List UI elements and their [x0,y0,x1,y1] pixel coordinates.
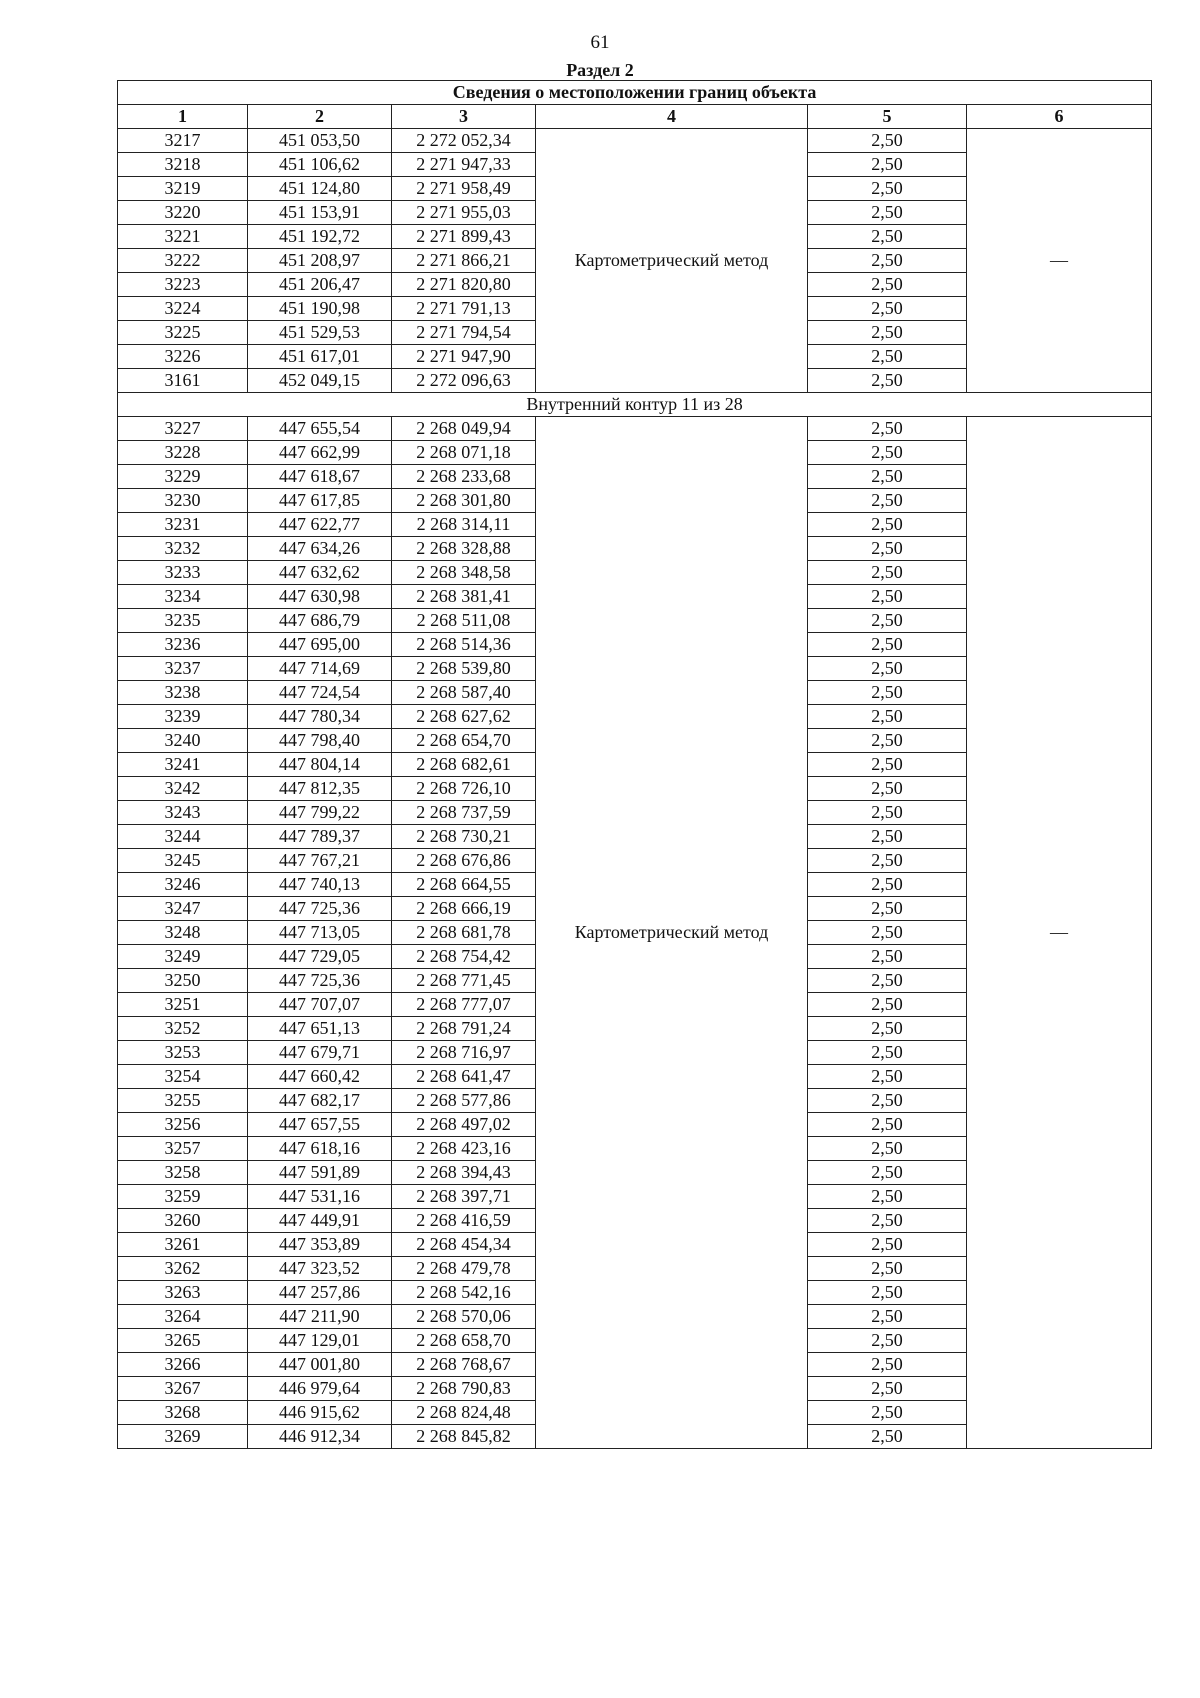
x-coordinate-cell: 451 153,91 [248,201,392,225]
precision-cell: 2,50 [808,273,967,297]
precision-cell: 2,50 [808,873,967,897]
precision-cell: 2,50 [808,1161,967,1185]
x-coordinate-cell: 447 707,07 [248,993,392,1017]
point-number-cell: 3245 [118,849,248,873]
precision-cell: 2,50 [808,681,967,705]
x-coordinate-cell: 447 657,55 [248,1113,392,1137]
y-coordinate-cell: 2 268 301,80 [392,489,536,513]
x-coordinate-cell: 447 798,40 [248,729,392,753]
precision-cell: 2,50 [808,321,967,345]
x-coordinate-cell: 451 529,53 [248,321,392,345]
x-coordinate-cell: 447 617,85 [248,489,392,513]
y-coordinate-cell: 2 268 641,47 [392,1065,536,1089]
precision-cell: 2,50 [808,345,967,369]
point-number-cell: 3236 [118,633,248,657]
point-number-cell: 3266 [118,1353,248,1377]
x-coordinate-cell: 447 812,35 [248,777,392,801]
point-number-cell: 3269 [118,1425,248,1449]
precision-cell: 2,50 [808,825,967,849]
column-number-header: 2 [248,105,392,129]
point-number-cell: 3247 [118,897,248,921]
y-coordinate-cell: 2 268 726,10 [392,777,536,801]
column-number-header: 3 [392,105,536,129]
y-coordinate-cell: 2 271 947,33 [392,153,536,177]
precision-cell: 2,50 [808,1257,967,1281]
y-coordinate-cell: 2 271 866,21 [392,249,536,273]
x-coordinate-cell: 447 001,80 [248,1353,392,1377]
point-number-cell: 3250 [118,969,248,993]
point-number-cell: 3248 [118,921,248,945]
point-number-cell: 3253 [118,1041,248,1065]
precision-cell: 2,50 [808,753,967,777]
x-coordinate-cell: 447 449,91 [248,1209,392,1233]
precision-cell: 2,50 [808,633,967,657]
column-number-header: 4 [536,105,808,129]
table-row [118,417,1152,441]
x-coordinate-cell: 447 725,36 [248,897,392,921]
column6-cell: — [967,417,1152,1449]
point-number-cell: 3228 [118,441,248,465]
x-coordinate-cell: 451 208,97 [248,249,392,273]
x-coordinate-cell: 447 804,14 [248,753,392,777]
column-number-header: 6 [967,105,1152,129]
point-number-cell: 3233 [118,561,248,585]
precision-cell: 2,50 [808,729,967,753]
precision-cell: 2,50 [808,993,967,1017]
y-coordinate-cell: 2 268 416,59 [392,1209,536,1233]
x-coordinate-cell: 451 617,01 [248,345,392,369]
point-number-cell: 3268 [118,1401,248,1425]
table-caption: Сведения о местоположении границ объекта [118,81,1152,105]
y-coordinate-cell: 2 268 587,40 [392,681,536,705]
x-coordinate-cell: 447 353,89 [248,1233,392,1257]
x-coordinate-cell: 447 789,37 [248,825,392,849]
point-number-cell: 3232 [118,537,248,561]
x-coordinate-cell: 447 618,67 [248,465,392,489]
precision-cell: 2,50 [808,1305,967,1329]
y-coordinate-cell: 2 272 052,34 [392,129,536,153]
precision-cell: 2,50 [808,1113,967,1137]
x-coordinate-cell: 452 049,15 [248,369,392,393]
y-coordinate-cell: 2 268 049,94 [392,417,536,441]
y-coordinate-cell: 2 268 824,48 [392,1401,536,1425]
precision-cell: 2,50 [808,1329,967,1353]
precision-cell: 2,50 [808,1017,967,1041]
precision-cell: 2,50 [808,1041,967,1065]
x-coordinate-cell: 447 531,16 [248,1185,392,1209]
point-number-cell: 3231 [118,513,248,537]
point-number-cell: 3261 [118,1233,248,1257]
point-number-cell: 3264 [118,1305,248,1329]
precision-cell: 2,50 [808,969,967,993]
point-number-cell: 3263 [118,1281,248,1305]
table-row [118,129,1152,153]
precision-cell: 2,50 [808,1425,967,1449]
x-coordinate-cell: 447 662,99 [248,441,392,465]
precision-cell: 2,50 [808,153,967,177]
precision-cell: 2,50 [808,1209,967,1233]
x-coordinate-cell: 447 591,89 [248,1161,392,1185]
precision-cell: 2,50 [808,705,967,729]
y-coordinate-cell: 2 268 676,86 [392,849,536,873]
x-coordinate-cell: 447 632,62 [248,561,392,585]
point-number-cell: 3223 [118,273,248,297]
point-number-cell: 3222 [118,249,248,273]
y-coordinate-cell: 2 268 768,67 [392,1353,536,1377]
y-coordinate-cell: 2 271 899,43 [392,225,536,249]
precision-cell: 2,50 [808,369,967,393]
column-number-header: 1 [118,105,248,129]
x-coordinate-cell: 446 979,64 [248,1377,392,1401]
precision-cell: 2,50 [808,513,967,537]
precision-cell: 2,50 [808,1233,967,1257]
precision-cell: 2,50 [808,1401,967,1425]
x-coordinate-cell: 447 729,05 [248,945,392,969]
point-number-cell: 3217 [118,129,248,153]
y-coordinate-cell: 2 271 958,49 [392,177,536,201]
x-coordinate-cell: 447 655,54 [248,417,392,441]
y-coordinate-cell: 2 268 716,97 [392,1041,536,1065]
x-coordinate-cell: 451 124,80 [248,177,392,201]
point-number-cell: 3224 [118,297,248,321]
y-coordinate-cell: 2 268 730,21 [392,825,536,849]
x-coordinate-cell: 447 651,13 [248,1017,392,1041]
column6-cell: — [967,129,1152,393]
precision-cell: 2,50 [808,177,967,201]
y-coordinate-cell: 2 268 423,16 [392,1137,536,1161]
point-number-cell: 3260 [118,1209,248,1233]
point-number-cell: 3242 [118,777,248,801]
point-number-cell: 3254 [118,1065,248,1089]
precision-cell: 2,50 [808,801,967,825]
y-coordinate-cell: 2 268 771,45 [392,969,536,993]
y-coordinate-cell: 2 268 682,61 [392,753,536,777]
point-number-cell: 3255 [118,1089,248,1113]
y-coordinate-cell: 2 268 328,88 [392,537,536,561]
x-coordinate-cell: 447 713,05 [248,921,392,945]
point-number-cell: 3238 [118,681,248,705]
precision-cell: 2,50 [808,1065,967,1089]
point-number-cell: 3229 [118,465,248,489]
x-coordinate-cell: 447 129,01 [248,1329,392,1353]
x-coordinate-cell: 447 211,90 [248,1305,392,1329]
method-cell: Картометрический метод [536,129,808,393]
y-coordinate-cell: 2 268 381,41 [392,585,536,609]
y-coordinate-cell: 2 268 454,34 [392,1233,536,1257]
y-coordinate-cell: 2 271 791,13 [392,297,536,321]
y-coordinate-cell: 2 268 348,58 [392,561,536,585]
precision-cell: 2,50 [808,129,967,153]
point-number-cell: 3226 [118,345,248,369]
x-coordinate-cell: 447 682,17 [248,1089,392,1113]
table-body [118,129,1152,1449]
contour-label: Внутренний контур 11 из 28 [118,393,1152,417]
precision-cell: 2,50 [808,945,967,969]
point-number-cell: 3252 [118,1017,248,1041]
y-coordinate-cell: 2 268 233,68 [392,465,536,489]
x-coordinate-cell: 447 323,52 [248,1257,392,1281]
precision-cell: 2,50 [808,1185,967,1209]
y-coordinate-cell: 2 268 570,06 [392,1305,536,1329]
precision-cell: 2,50 [808,225,967,249]
point-number-cell: 3246 [118,873,248,897]
point-number-cell: 3220 [118,201,248,225]
x-coordinate-cell: 447 679,71 [248,1041,392,1065]
x-coordinate-cell: 447 799,22 [248,801,392,825]
contour-label-row [118,393,1152,417]
x-coordinate-cell: 451 053,50 [248,129,392,153]
point-number-cell: 3240 [118,729,248,753]
point-number-cell: 3218 [118,153,248,177]
y-coordinate-cell: 2 272 096,63 [392,369,536,393]
precision-cell: 2,50 [808,1377,967,1401]
precision-cell: 2,50 [808,657,967,681]
y-coordinate-cell: 2 268 777,07 [392,993,536,1017]
precision-cell: 2,50 [808,201,967,225]
point-number-cell: 3257 [118,1137,248,1161]
y-coordinate-cell: 2 268 479,78 [392,1257,536,1281]
precision-cell: 2,50 [808,441,967,465]
page-number: 61 [590,32,610,53]
y-coordinate-cell: 2 268 511,08 [392,609,536,633]
precision-cell: 2,50 [808,777,967,801]
y-coordinate-cell: 2 268 681,78 [392,921,536,945]
precision-cell: 2,50 [808,897,967,921]
x-coordinate-cell: 447 618,16 [248,1137,392,1161]
precision-cell: 2,50 [808,921,967,945]
x-coordinate-cell: 447 634,26 [248,537,392,561]
y-coordinate-cell: 2 268 737,59 [392,801,536,825]
point-number-cell: 3237 [118,657,248,681]
x-coordinate-cell: 447 740,13 [248,873,392,897]
y-coordinate-cell: 2 268 666,19 [392,897,536,921]
y-coordinate-cell: 2 268 754,42 [392,945,536,969]
point-number-cell: 3267 [118,1377,248,1401]
point-number-cell: 3161 [118,369,248,393]
point-number-cell: 3251 [118,993,248,1017]
precision-cell: 2,50 [808,609,967,633]
point-number-cell: 3258 [118,1161,248,1185]
y-coordinate-cell: 2 268 394,43 [392,1161,536,1185]
point-number-cell: 3243 [118,801,248,825]
point-number-cell: 3256 [118,1113,248,1137]
y-coordinate-cell: 2 271 794,54 [392,321,536,345]
x-coordinate-cell: 447 714,69 [248,657,392,681]
method-cell: Картометрический метод [536,417,808,1449]
y-coordinate-cell: 2 268 791,24 [392,1017,536,1041]
y-coordinate-cell: 2 268 314,11 [392,513,536,537]
x-coordinate-cell: 447 686,79 [248,609,392,633]
y-coordinate-cell: 2 271 947,90 [392,345,536,369]
x-coordinate-cell: 446 915,62 [248,1401,392,1425]
y-coordinate-cell: 2 268 514,36 [392,633,536,657]
point-number-cell: 3219 [118,177,248,201]
x-coordinate-cell: 447 780,34 [248,705,392,729]
precision-cell: 2,50 [808,465,967,489]
section-title: Раздел 2 [566,60,634,80]
precision-cell: 2,50 [808,1089,967,1113]
y-coordinate-cell: 2 268 627,62 [392,705,536,729]
column-number-header: 5 [808,105,967,129]
precision-cell: 2,50 [808,1281,967,1305]
x-coordinate-cell: 447 257,86 [248,1281,392,1305]
y-coordinate-cell: 2 268 658,70 [392,1329,536,1353]
precision-cell: 2,50 [808,417,967,441]
point-number-cell: 3235 [118,609,248,633]
y-coordinate-cell: 2 268 497,02 [392,1113,536,1137]
x-coordinate-cell: 447 630,98 [248,585,392,609]
point-number-cell: 3259 [118,1185,248,1209]
y-coordinate-cell: 2 268 542,16 [392,1281,536,1305]
point-number-cell: 3227 [118,417,248,441]
coordinates-table [117,80,1152,1449]
point-number-cell: 3234 [118,585,248,609]
x-coordinate-cell: 451 206,47 [248,273,392,297]
y-coordinate-cell: 2 268 845,82 [392,1425,536,1449]
precision-cell: 2,50 [808,1137,967,1161]
y-coordinate-cell: 2 268 577,86 [392,1089,536,1113]
y-coordinate-cell: 2 268 790,83 [392,1377,536,1401]
x-coordinate-cell: 447 622,77 [248,513,392,537]
point-number-cell: 3239 [118,705,248,729]
y-coordinate-cell: 2 268 664,55 [392,873,536,897]
point-number-cell: 3262 [118,1257,248,1281]
x-coordinate-cell: 447 660,42 [248,1065,392,1089]
precision-cell: 2,50 [808,1353,967,1377]
x-coordinate-cell: 447 724,54 [248,681,392,705]
point-number-cell: 3241 [118,753,248,777]
x-coordinate-cell: 451 190,98 [248,297,392,321]
x-coordinate-cell: 446 912,34 [248,1425,392,1449]
point-number-cell: 3225 [118,321,248,345]
x-coordinate-cell: 447 725,36 [248,969,392,993]
x-coordinate-cell: 451 192,72 [248,225,392,249]
precision-cell: 2,50 [808,297,967,321]
x-coordinate-cell: 447 767,21 [248,849,392,873]
y-coordinate-cell: 2 268 071,18 [392,441,536,465]
y-coordinate-cell: 2 271 955,03 [392,201,536,225]
precision-cell: 2,50 [808,585,967,609]
point-number-cell: 3221 [118,225,248,249]
y-coordinate-cell: 2 268 397,71 [392,1185,536,1209]
y-coordinate-cell: 2 268 539,80 [392,657,536,681]
y-coordinate-cell: 2 271 820,80 [392,273,536,297]
y-coordinate-cell: 2 268 654,70 [392,729,536,753]
x-coordinate-cell: 447 695,00 [248,633,392,657]
precision-cell: 2,50 [808,561,967,585]
precision-cell: 2,50 [808,537,967,561]
x-coordinate-cell: 451 106,62 [248,153,392,177]
point-number-cell: 3244 [118,825,248,849]
point-number-cell: 3265 [118,1329,248,1353]
precision-cell: 2,50 [808,249,967,273]
precision-cell: 2,50 [808,849,967,873]
precision-cell: 2,50 [808,489,967,513]
point-number-cell: 3249 [118,945,248,969]
point-number-cell: 3230 [118,489,248,513]
